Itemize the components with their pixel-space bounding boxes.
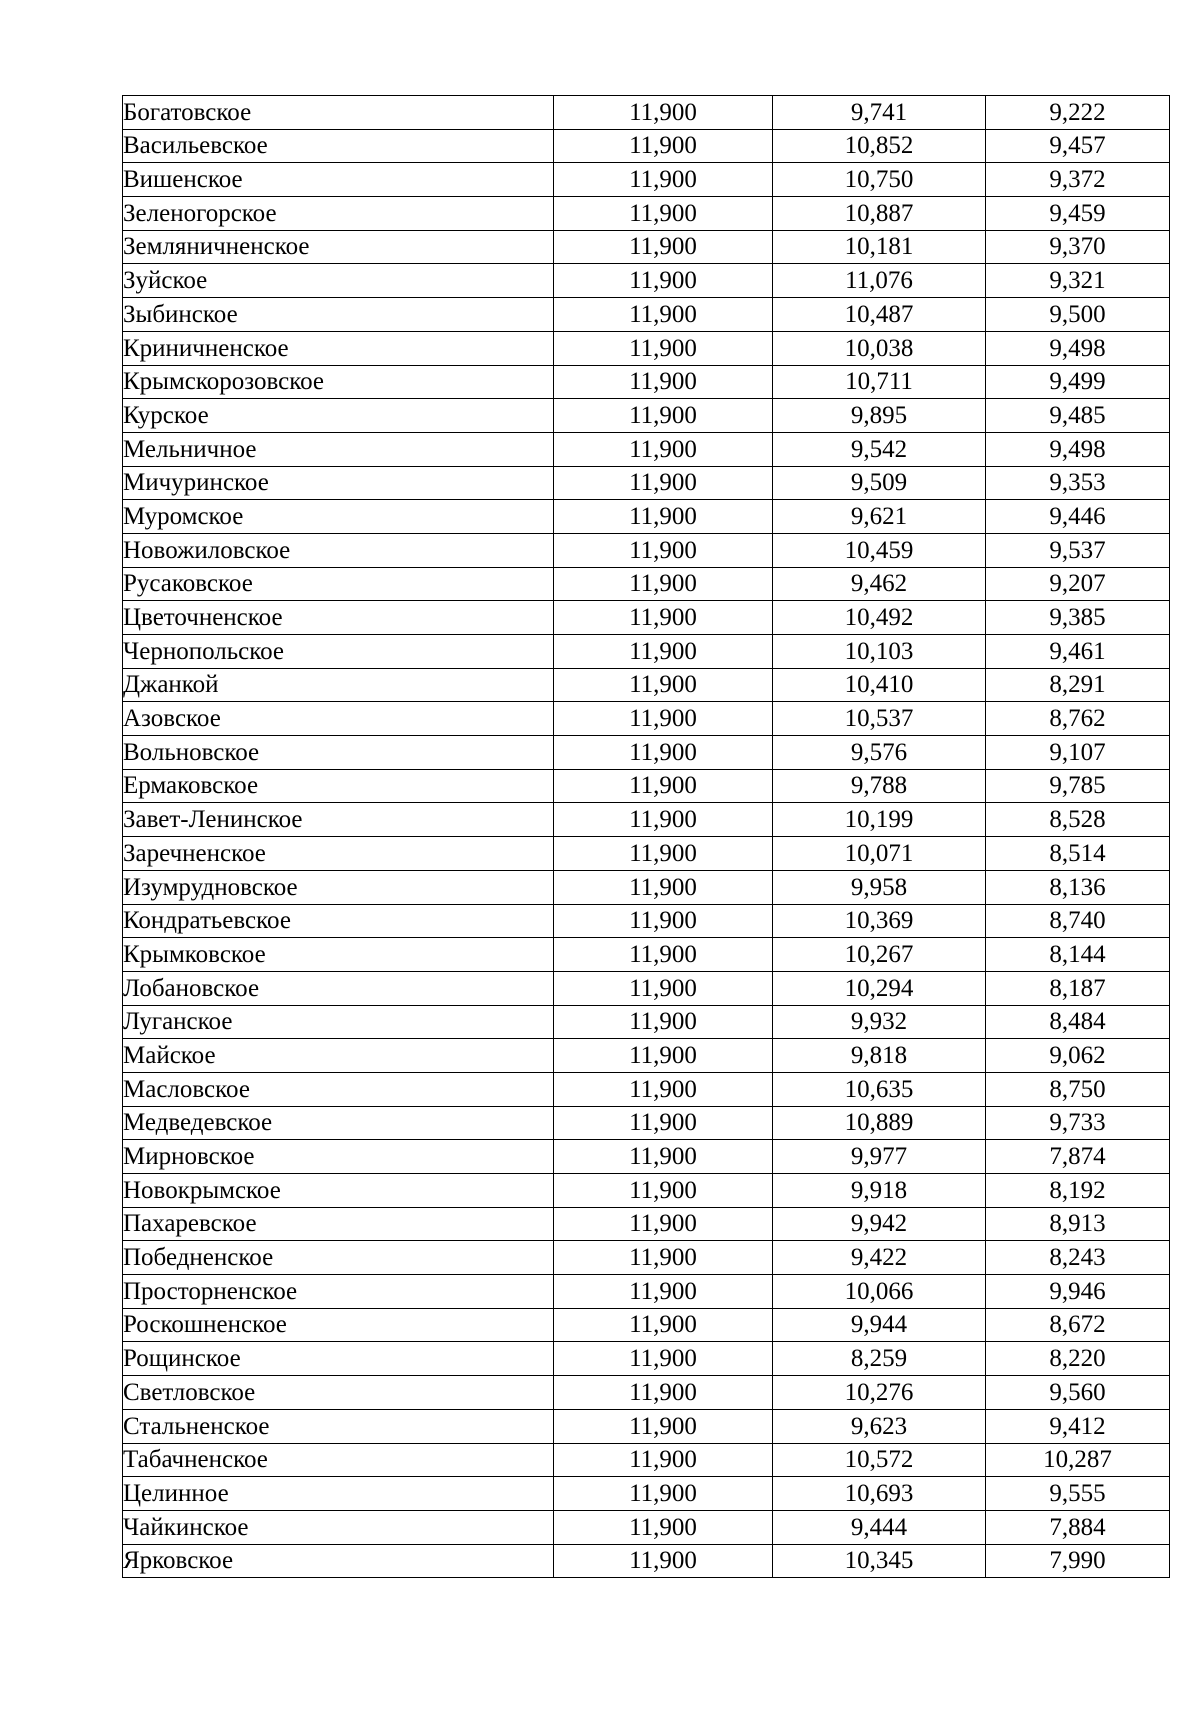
value-2-cell: 9,741 bbox=[773, 96, 986, 130]
value-3-cell: 9,499 bbox=[986, 365, 1170, 399]
value-3-cell: 9,372 bbox=[986, 163, 1170, 197]
table-row bbox=[123, 1443, 1170, 1477]
data-table bbox=[122, 95, 1170, 1578]
value-3-cell: 9,370 bbox=[986, 230, 1170, 264]
table-row bbox=[123, 803, 1170, 837]
table-row bbox=[123, 365, 1170, 399]
settlement-name-cell: Новожиловское bbox=[123, 533, 554, 567]
value-2-cell: 8,259 bbox=[773, 1342, 986, 1376]
settlement-name-cell: Изумрудновское bbox=[123, 870, 554, 904]
table-row bbox=[123, 432, 1170, 466]
value-3-cell: 8,187 bbox=[986, 971, 1170, 1005]
value-1-cell: 11,900 bbox=[554, 567, 773, 601]
value-1-cell: 11,900 bbox=[554, 1510, 773, 1544]
value-3-cell: 7,990 bbox=[986, 1544, 1170, 1578]
settlement-name-cell: Новокрымское bbox=[123, 1174, 554, 1208]
value-1-cell: 11,900 bbox=[554, 264, 773, 298]
settlement-name-cell: Мичуринское bbox=[123, 466, 554, 500]
table-body bbox=[123, 96, 1170, 1578]
value-2-cell: 10,103 bbox=[773, 635, 986, 669]
settlement-name-cell: Чернопольское bbox=[123, 635, 554, 669]
value-2-cell: 10,693 bbox=[773, 1477, 986, 1511]
value-2-cell: 9,944 bbox=[773, 1308, 986, 1342]
value-3-cell: 9,498 bbox=[986, 331, 1170, 365]
table-row bbox=[123, 971, 1170, 1005]
value-3-cell: 8,291 bbox=[986, 668, 1170, 702]
value-1-cell: 11,900 bbox=[554, 1106, 773, 1140]
value-3-cell: 9,500 bbox=[986, 298, 1170, 332]
settlement-name-cell: Курское bbox=[123, 399, 554, 433]
value-2-cell: 10,492 bbox=[773, 601, 986, 635]
value-2-cell: 10,572 bbox=[773, 1443, 986, 1477]
value-3-cell: 8,528 bbox=[986, 803, 1170, 837]
value-3-cell: 8,484 bbox=[986, 1005, 1170, 1039]
value-1-cell: 11,900 bbox=[554, 1207, 773, 1241]
table-row bbox=[123, 635, 1170, 669]
settlement-name-cell: Кондратьевское bbox=[123, 904, 554, 938]
value-3-cell: 9,385 bbox=[986, 601, 1170, 635]
settlement-name-cell: Васильевское bbox=[123, 129, 554, 163]
value-1-cell: 11,900 bbox=[554, 1275, 773, 1309]
settlement-name-cell: Майское bbox=[123, 1039, 554, 1073]
settlement-name-cell: Вольновское bbox=[123, 736, 554, 770]
settlement-name-cell: Просторненское bbox=[123, 1275, 554, 1309]
value-3-cell: 9,461 bbox=[986, 635, 1170, 669]
settlement-name-cell: Азовское bbox=[123, 702, 554, 736]
settlement-name-cell: Победненское bbox=[123, 1241, 554, 1275]
value-2-cell: 9,621 bbox=[773, 500, 986, 534]
value-2-cell: 10,635 bbox=[773, 1072, 986, 1106]
value-1-cell: 11,900 bbox=[554, 1308, 773, 1342]
value-3-cell: 8,220 bbox=[986, 1342, 1170, 1376]
settlement-name-cell: Луганское bbox=[123, 1005, 554, 1039]
value-3-cell: 8,192 bbox=[986, 1174, 1170, 1208]
table-row bbox=[123, 129, 1170, 163]
value-3-cell: 9,446 bbox=[986, 500, 1170, 534]
table-row bbox=[123, 1275, 1170, 1309]
value-1-cell: 11,900 bbox=[554, 635, 773, 669]
table-row bbox=[123, 837, 1170, 871]
value-2-cell: 9,942 bbox=[773, 1207, 986, 1241]
settlement-name-cell: Вишенское bbox=[123, 163, 554, 197]
table-row bbox=[123, 264, 1170, 298]
table-row bbox=[123, 197, 1170, 231]
settlement-name-cell: Завет-Ленинское bbox=[123, 803, 554, 837]
table-row bbox=[123, 399, 1170, 433]
value-3-cell: 9,412 bbox=[986, 1409, 1170, 1443]
settlement-name-cell: Крымскорозовское bbox=[123, 365, 554, 399]
value-1-cell: 11,900 bbox=[554, 736, 773, 770]
settlement-name-cell: Джанкой bbox=[123, 668, 554, 702]
value-1-cell: 11,900 bbox=[554, 230, 773, 264]
settlement-name-cell: Русаковское bbox=[123, 567, 554, 601]
value-1-cell: 11,900 bbox=[554, 298, 773, 332]
table-row bbox=[123, 1342, 1170, 1376]
value-2-cell: 10,276 bbox=[773, 1376, 986, 1410]
value-1-cell: 11,900 bbox=[554, 1039, 773, 1073]
table-row bbox=[123, 904, 1170, 938]
table-row bbox=[123, 870, 1170, 904]
value-3-cell: 8,740 bbox=[986, 904, 1170, 938]
settlement-name-cell: Чайкинское bbox=[123, 1510, 554, 1544]
value-1-cell: 11,900 bbox=[554, 466, 773, 500]
value-1-cell: 11,900 bbox=[554, 1005, 773, 1039]
value-3-cell: 9,062 bbox=[986, 1039, 1170, 1073]
value-1-cell: 11,900 bbox=[554, 601, 773, 635]
settlement-name-cell: Мельничное bbox=[123, 432, 554, 466]
value-2-cell: 9,422 bbox=[773, 1241, 986, 1275]
value-1-cell: 11,900 bbox=[554, 96, 773, 130]
settlement-name-cell: Целинное bbox=[123, 1477, 554, 1511]
table-row bbox=[123, 533, 1170, 567]
value-2-cell: 10,071 bbox=[773, 837, 986, 871]
table-row bbox=[123, 1140, 1170, 1174]
value-3-cell: 9,555 bbox=[986, 1477, 1170, 1511]
value-2-cell: 9,895 bbox=[773, 399, 986, 433]
value-2-cell: 9,958 bbox=[773, 870, 986, 904]
settlement-name-cell: Зыбинское bbox=[123, 298, 554, 332]
value-3-cell: 9,321 bbox=[986, 264, 1170, 298]
table-row bbox=[123, 1005, 1170, 1039]
table-row bbox=[123, 1477, 1170, 1511]
table-row bbox=[123, 163, 1170, 197]
value-3-cell: 8,136 bbox=[986, 870, 1170, 904]
value-2-cell: 9,818 bbox=[773, 1039, 986, 1073]
value-1-cell: 11,900 bbox=[554, 399, 773, 433]
value-2-cell: 9,977 bbox=[773, 1140, 986, 1174]
value-2-cell: 9,918 bbox=[773, 1174, 986, 1208]
value-2-cell: 9,542 bbox=[773, 432, 986, 466]
value-3-cell: 9,207 bbox=[986, 567, 1170, 601]
settlement-name-cell: Роскошненское bbox=[123, 1308, 554, 1342]
settlement-name-cell: Светловское bbox=[123, 1376, 554, 1410]
table-row bbox=[123, 702, 1170, 736]
settlement-name-cell: Ермаковское bbox=[123, 769, 554, 803]
table-row bbox=[123, 96, 1170, 130]
table-row bbox=[123, 1409, 1170, 1443]
value-2-cell: 10,038 bbox=[773, 331, 986, 365]
table-row bbox=[123, 736, 1170, 770]
table-row bbox=[123, 500, 1170, 534]
value-1-cell: 11,900 bbox=[554, 938, 773, 972]
value-2-cell: 9,576 bbox=[773, 736, 986, 770]
settlement-name-cell: Крымковское bbox=[123, 938, 554, 972]
value-2-cell: 9,444 bbox=[773, 1510, 986, 1544]
table-row bbox=[123, 668, 1170, 702]
value-3-cell: 8,243 bbox=[986, 1241, 1170, 1275]
value-2-cell: 10,066 bbox=[773, 1275, 986, 1309]
settlement-name-cell: Стальненское bbox=[123, 1409, 554, 1443]
value-2-cell: 10,711 bbox=[773, 365, 986, 399]
table-row bbox=[123, 298, 1170, 332]
value-3-cell: 8,750 bbox=[986, 1072, 1170, 1106]
value-3-cell: 9,537 bbox=[986, 533, 1170, 567]
value-1-cell: 11,900 bbox=[554, 1477, 773, 1511]
value-1-cell: 11,900 bbox=[554, 1409, 773, 1443]
table-row bbox=[123, 466, 1170, 500]
value-3-cell: 9,459 bbox=[986, 197, 1170, 231]
value-1-cell: 11,900 bbox=[554, 1072, 773, 1106]
value-1-cell: 11,900 bbox=[554, 163, 773, 197]
table-row bbox=[123, 1039, 1170, 1073]
value-2-cell: 9,509 bbox=[773, 466, 986, 500]
value-1-cell: 11,900 bbox=[554, 432, 773, 466]
value-3-cell: 7,884 bbox=[986, 1510, 1170, 1544]
table-row bbox=[123, 1241, 1170, 1275]
value-3-cell: 9,457 bbox=[986, 129, 1170, 163]
value-2-cell: 10,852 bbox=[773, 129, 986, 163]
value-2-cell: 9,623 bbox=[773, 1409, 986, 1443]
table-row bbox=[123, 1544, 1170, 1578]
table-row bbox=[123, 1106, 1170, 1140]
table-row bbox=[123, 938, 1170, 972]
value-3-cell: 8,672 bbox=[986, 1308, 1170, 1342]
value-2-cell: 10,369 bbox=[773, 904, 986, 938]
settlement-name-cell: Криничненское bbox=[123, 331, 554, 365]
table-row bbox=[123, 1510, 1170, 1544]
value-2-cell: 10,750 bbox=[773, 163, 986, 197]
value-3-cell: 9,498 bbox=[986, 432, 1170, 466]
value-3-cell: 9,222 bbox=[986, 96, 1170, 130]
value-1-cell: 11,900 bbox=[554, 1174, 773, 1208]
value-2-cell: 10,181 bbox=[773, 230, 986, 264]
value-2-cell: 10,487 bbox=[773, 298, 986, 332]
settlement-name-cell: Цветочненское bbox=[123, 601, 554, 635]
value-1-cell: 11,900 bbox=[554, 500, 773, 534]
settlement-name-cell: Медведевское bbox=[123, 1106, 554, 1140]
value-3-cell: 9,946 bbox=[986, 1275, 1170, 1309]
table-row bbox=[123, 1308, 1170, 1342]
value-3-cell: 9,785 bbox=[986, 769, 1170, 803]
value-1-cell: 11,900 bbox=[554, 1443, 773, 1477]
settlement-name-cell: Пахаревское bbox=[123, 1207, 554, 1241]
table-row bbox=[123, 1207, 1170, 1241]
value-3-cell: 8,913 bbox=[986, 1207, 1170, 1241]
value-1-cell: 11,900 bbox=[554, 129, 773, 163]
value-1-cell: 11,900 bbox=[554, 533, 773, 567]
value-1-cell: 11,900 bbox=[554, 1241, 773, 1275]
settlement-name-cell: Земляничненское bbox=[123, 230, 554, 264]
settlement-name-cell: Масловское bbox=[123, 1072, 554, 1106]
value-3-cell: 9,485 bbox=[986, 399, 1170, 433]
value-2-cell: 9,788 bbox=[773, 769, 986, 803]
value-2-cell: 10,887 bbox=[773, 197, 986, 231]
value-2-cell: 10,537 bbox=[773, 702, 986, 736]
value-1-cell: 11,900 bbox=[554, 365, 773, 399]
value-1-cell: 11,900 bbox=[554, 803, 773, 837]
table-row bbox=[123, 769, 1170, 803]
value-3-cell: 9,560 bbox=[986, 1376, 1170, 1410]
value-2-cell: 10,410 bbox=[773, 668, 986, 702]
value-1-cell: 11,900 bbox=[554, 870, 773, 904]
value-1-cell: 11,900 bbox=[554, 904, 773, 938]
value-1-cell: 11,900 bbox=[554, 1140, 773, 1174]
table-row bbox=[123, 1174, 1170, 1208]
value-2-cell: 10,889 bbox=[773, 1106, 986, 1140]
value-1-cell: 11,900 bbox=[554, 331, 773, 365]
value-1-cell: 11,900 bbox=[554, 837, 773, 871]
table-row bbox=[123, 1072, 1170, 1106]
settlement-name-cell: Зуйское bbox=[123, 264, 554, 298]
value-1-cell: 11,900 bbox=[554, 1544, 773, 1578]
settlement-name-cell: Лобановское bbox=[123, 971, 554, 1005]
value-3-cell: 8,514 bbox=[986, 837, 1170, 871]
value-2-cell: 10,345 bbox=[773, 1544, 986, 1578]
table-row bbox=[123, 1376, 1170, 1410]
value-2-cell: 9,932 bbox=[773, 1005, 986, 1039]
value-3-cell: 9,733 bbox=[986, 1106, 1170, 1140]
value-1-cell: 11,900 bbox=[554, 197, 773, 231]
value-1-cell: 11,900 bbox=[554, 1376, 773, 1410]
value-2-cell: 9,462 bbox=[773, 567, 986, 601]
value-3-cell: 8,144 bbox=[986, 938, 1170, 972]
table-row bbox=[123, 230, 1170, 264]
table-row bbox=[123, 601, 1170, 635]
value-3-cell: 9,107 bbox=[986, 736, 1170, 770]
settlement-name-cell: Мирновское bbox=[123, 1140, 554, 1174]
settlement-name-cell: Богатовское bbox=[123, 96, 554, 130]
settlement-name-cell: Заречненское bbox=[123, 837, 554, 871]
value-3-cell: 8,762 bbox=[986, 702, 1170, 736]
value-2-cell: 10,199 bbox=[773, 803, 986, 837]
value-1-cell: 11,900 bbox=[554, 971, 773, 1005]
settlement-name-cell: Муромское bbox=[123, 500, 554, 534]
value-1-cell: 11,900 bbox=[554, 769, 773, 803]
settlement-name-cell: Ярковское bbox=[123, 1544, 554, 1578]
table-row bbox=[123, 567, 1170, 601]
value-3-cell: 9,353 bbox=[986, 466, 1170, 500]
settlement-name-cell: Зеленогорское bbox=[123, 197, 554, 231]
value-1-cell: 11,900 bbox=[554, 668, 773, 702]
value-2-cell: 10,294 bbox=[773, 971, 986, 1005]
value-2-cell: 10,459 bbox=[773, 533, 986, 567]
table-row bbox=[123, 331, 1170, 365]
value-1-cell: 11,900 bbox=[554, 702, 773, 736]
value-2-cell: 11,076 bbox=[773, 264, 986, 298]
settlement-name-cell: Табачненское bbox=[123, 1443, 554, 1477]
value-1-cell: 11,900 bbox=[554, 1342, 773, 1376]
settlement-name-cell: Рощинское bbox=[123, 1342, 554, 1376]
value-3-cell: 7,874 bbox=[986, 1140, 1170, 1174]
value-3-cell: 10,287 bbox=[986, 1443, 1170, 1477]
value-2-cell: 10,267 bbox=[773, 938, 986, 972]
